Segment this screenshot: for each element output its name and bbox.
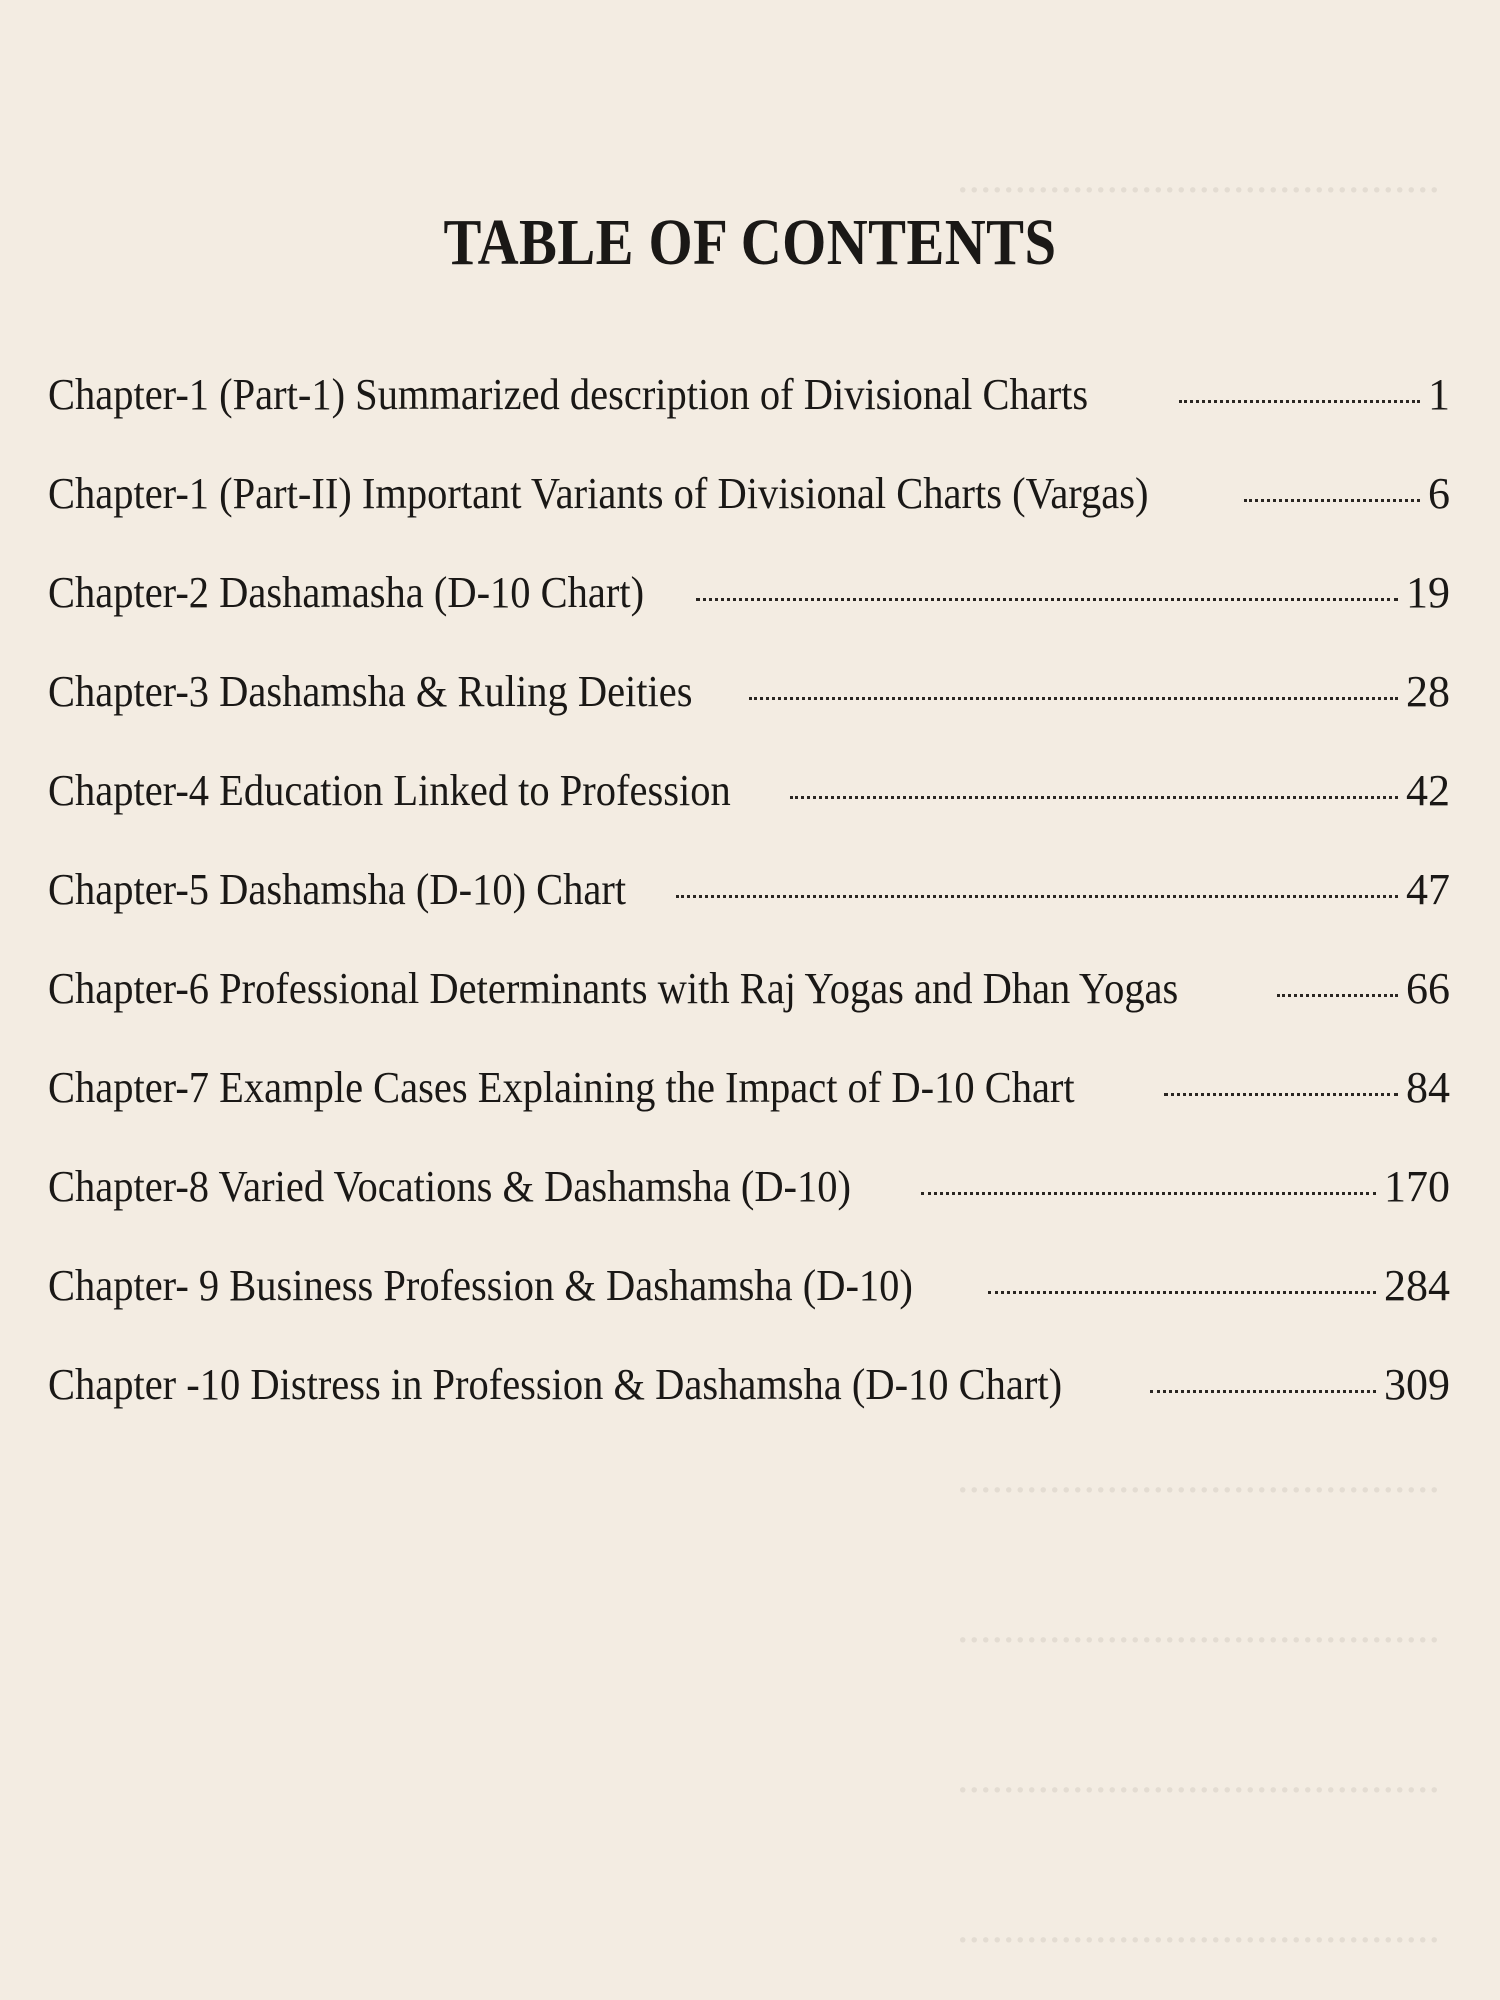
toc-entry [48,1038,1450,1137]
toc-entry [48,543,1450,642]
dot-leader [790,796,1398,799]
toc-entry-page: 28 [1406,667,1450,716]
toc-entry-page: 1 [1428,370,1450,419]
dot-leader [988,1291,1376,1294]
toc-entry-title: Chapter-6 Professional Determinants with Raj Yogas and Dhan Yogas [48,964,1179,1013]
toc-entry-title: Chapter -10 Distress in Profession & Dashamsha (D-10 Chart) [48,1360,1063,1409]
toc-entry [48,1335,1450,1434]
toc-entry-page: 284 [1384,1261,1450,1310]
toc-entry-page: 66 [1406,964,1450,1013]
dot-leader [1244,499,1420,502]
toc-entry-title: Chapter-4 Education Linked to Profession [48,766,731,815]
toc-entry-page: 42 [1406,766,1450,815]
toc-entry-page: 47 [1406,865,1450,914]
toc-list [48,345,1450,1434]
toc-entry-title: Chapter-8 Varied Vocations & Dashamsha (D-10) [48,1162,852,1211]
toc-entry-title: Chapter-1 (Part-1) Summarized description of Divisional Charts [48,370,1089,419]
toc-entry [48,444,1450,543]
toc-entry [48,1236,1450,1335]
toc-entry [48,1137,1450,1236]
dot-leader [749,697,1398,700]
dot-leader [1179,400,1420,403]
dot-leader [1277,994,1398,997]
toc-entry [48,840,1450,939]
toc-entry [48,642,1450,741]
dot-leader [921,1192,1376,1195]
toc-entry-page: 84 [1406,1063,1450,1112]
toc-entry-title: Chapter-5 Dashamsha (D-10) Chart [48,865,627,914]
toc-entry [48,741,1450,840]
toc-entry [48,345,1450,444]
dot-leader [676,895,1398,898]
dot-leader [696,598,1398,601]
toc-entry-title: Chapter-2 Dashamasha (D-10 Chart) [48,568,645,617]
bleed-through-background: .......................................... .......................................... .......................................... .......................................... .......................................... [957,151,1440,1952]
toc-entry [48,939,1450,1038]
toc-entry-title: Chapter- 9 Business Profession & Dashamsha (D-10) [48,1261,913,1310]
dot-leader [1150,1390,1376,1393]
toc-entry-title: Chapter-1 (Part-II) Important Variants of Divisional Charts (Vargas) [48,469,1149,518]
dot-leader [1164,1093,1398,1096]
toc-entry-page: 309 [1384,1360,1450,1409]
toc-entry-title: Chapter-3 Dashamsha & Ruling Deities [48,667,693,716]
toc-entry-page: 170 [1384,1162,1450,1211]
toc-entry-title: Chapter-7 Example Cases Explaining the Impact of D-10 Chart [48,1063,1075,1112]
page-title: TABLE OF CONTENTS [443,206,1057,279]
toc-entry-page: 19 [1406,568,1450,617]
toc-entry-page: 6 [1428,469,1450,518]
